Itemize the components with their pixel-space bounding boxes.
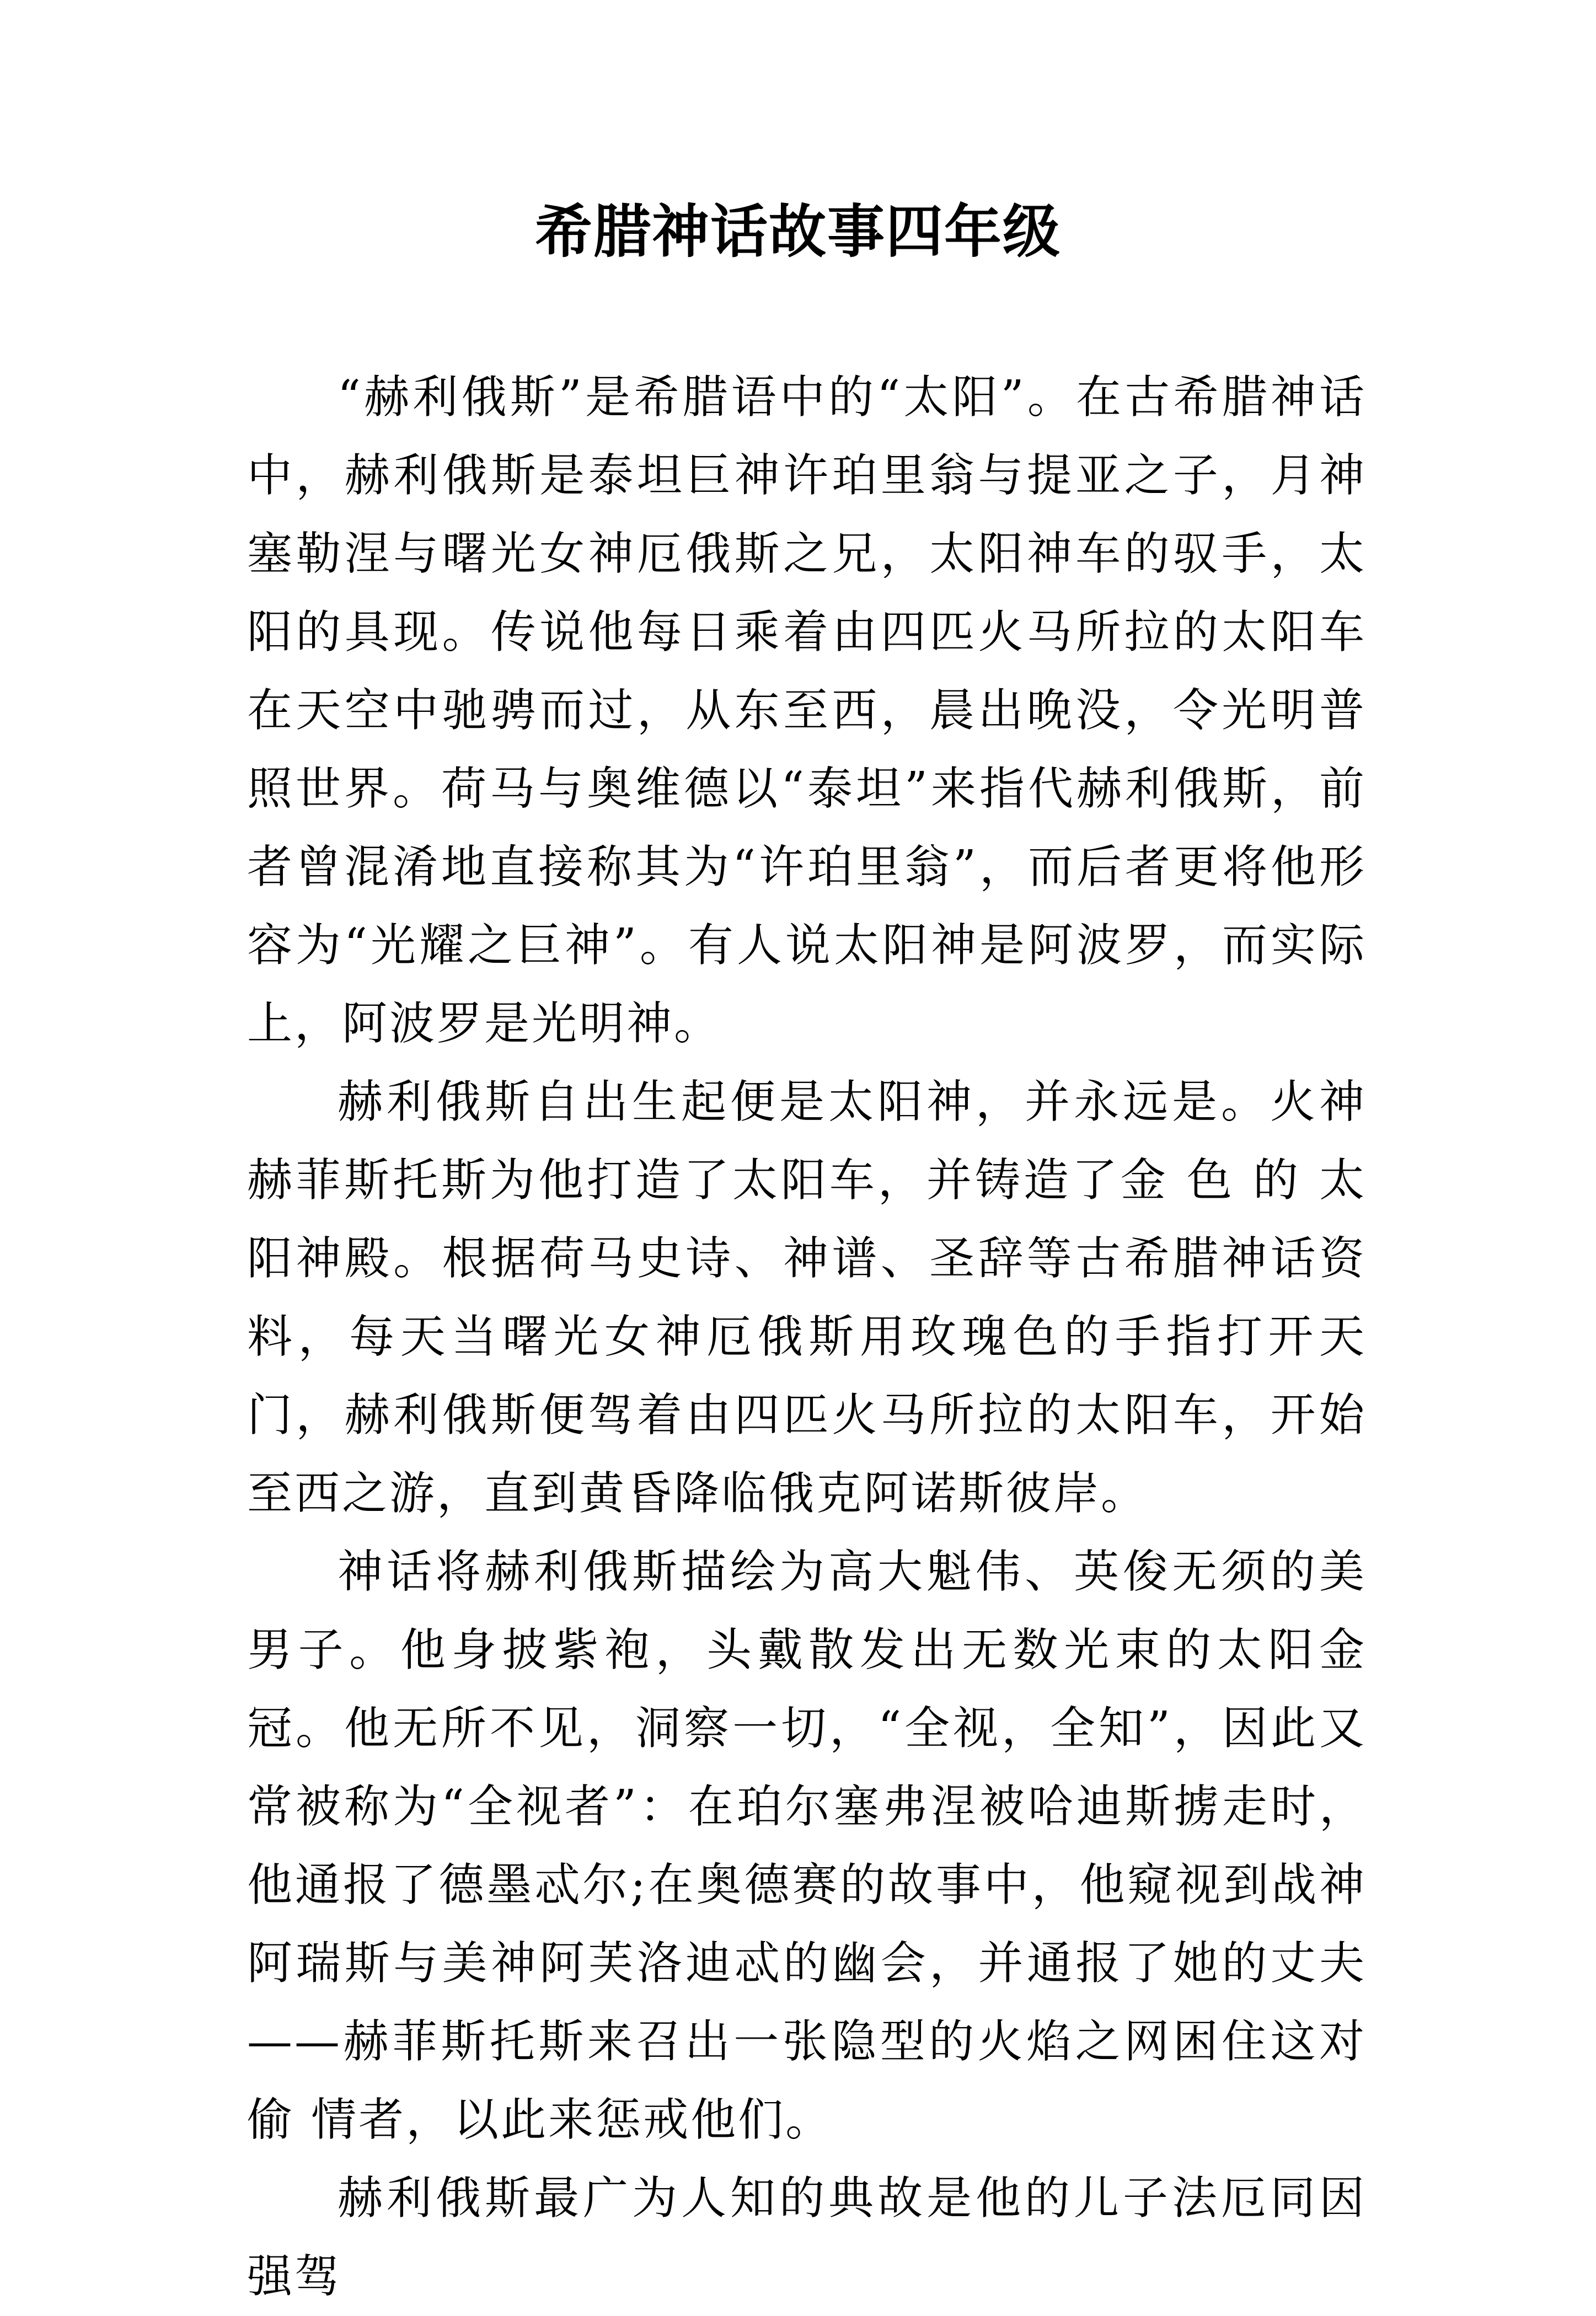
document-body	[247, 358, 1367, 2316]
document-title: 希腊神话故事四年级	[534, 197, 1061, 265]
paragraph-4: 赫利俄斯最广为人知的典故是他的儿子法厄同因强驾	[247, 2172, 1367, 2303]
paragraph-2: 赫利俄斯自出生起便是太阳神，并永远是。火神赫菲斯托斯为他打造了太阳车，并铸造了金 色 的 太 阳神殿。根据荷马史诗、神谱、圣辞等古希腊神话资料，每天当曙光女神厄俄斯用玫瑰色的手指打开天门，赫利俄斯便驾着由四匹火马所拉的太阳车，开始至西之游，直到黄昏降临俄克阿诺斯彼岸。	[247, 1076, 1367, 1520]
paragraph-1: “赫利俄斯”是希腊语中的“太阳”。在古希腊神话中，赫利俄斯是泰坦巨神许珀里翁与提亚之子，月神塞勒涅与曙光女神厄俄斯之兄，太阳神车的驭手，太阳的具现。传说他每日乘着由四匹火马所拉的太阳车在天空中驰骋而过，从东至西，晨出晚没，令光明普照世界。荷马与奥维德以“泰坦”来指代赫利俄斯，前者曾混淆地直接称其为“许珀里翁”，而后者更将他形容为“光耀之巨神”。有人说太阳神是阿波罗，而实际上，阿波罗是光明神。	[247, 371, 1367, 1050]
paragraph-3: 神话将赫利俄斯描绘为高大魁伟、英俊无须的美男子。他身披紫袍，头戴散发出无数光束的太阳金冠。他无所不见，洞察一切，“全视，全知”，因此又常被称为“全视者”：在珀尔塞弗涅被哈迪斯掳走时，他通报了德墨忒尔;在奥德赛的故事中，他窥视到战神阿瑞斯与美神阿芙洛迪忒的幽会，并通报了她的丈夫——赫菲斯托斯来召出一张隐型的火焰之网困住这对偷 情者，以此来惩戒他们。	[247, 1546, 1367, 2146]
